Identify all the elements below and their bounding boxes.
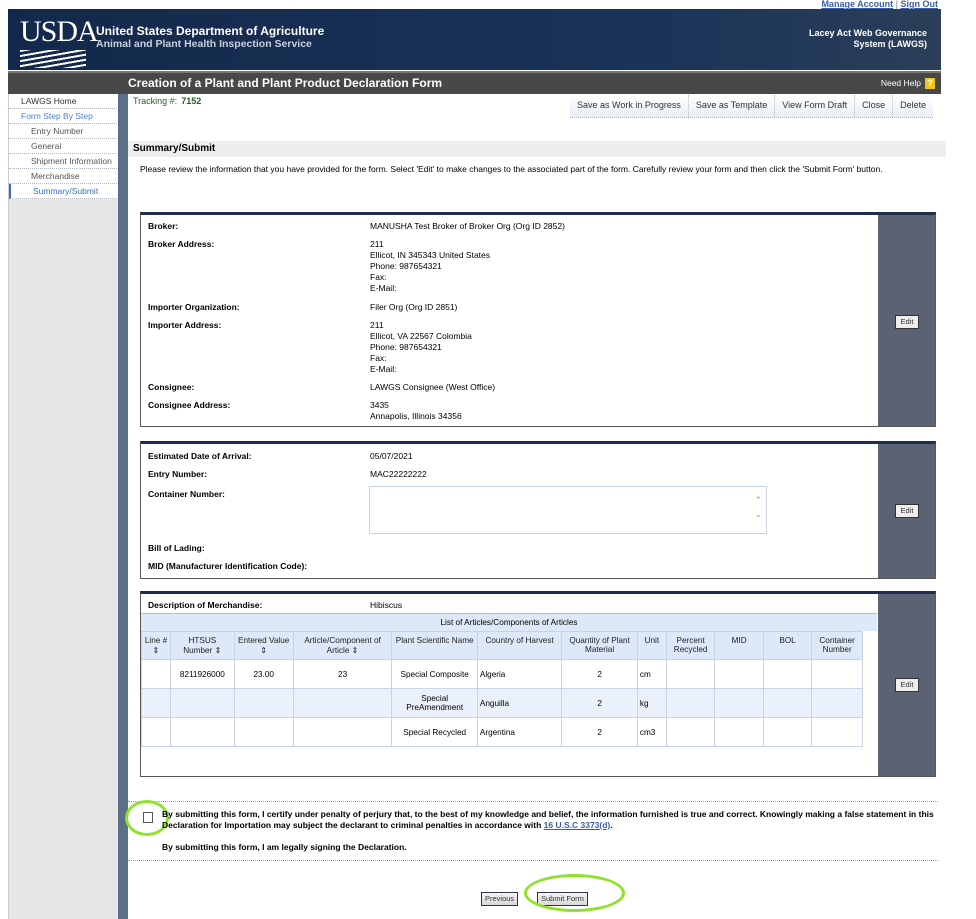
sidebar-item-entry-number[interactable]: Entry Number	[9, 124, 119, 139]
table-cell	[142, 689, 171, 718]
field-value: 3435 Annapolis, Illinois 34356	[370, 400, 462, 421]
tracking-value: 7152	[181, 96, 202, 106]
field-value: LAWGS Consignee (West Office)	[370, 382, 496, 392]
view-form-draft-button[interactable]: View Form Draft	[775, 95, 855, 117]
column-header[interactable]: Entered Value ⇕	[234, 632, 293, 660]
field-value: MANUSHA Test Broker of Broker Org (Org ID 2852)	[370, 221, 565, 231]
table-cell	[142, 718, 171, 747]
period: .	[610, 820, 613, 830]
usda-logo[interactable]	[20, 15, 98, 68]
field-label: Importer Address:	[148, 320, 222, 330]
column-header: MID	[715, 632, 763, 660]
table-cell	[812, 660, 863, 689]
table-cell	[763, 718, 812, 747]
field-label: Estimated Date of Arrival:	[148, 451, 252, 461]
table-cell	[715, 660, 763, 689]
parties-summary	[140, 212, 936, 427]
previous-button[interactable]: Previous	[481, 892, 518, 906]
table-cell	[293, 718, 392, 747]
edit-column	[878, 215, 935, 426]
table-cell	[763, 660, 812, 689]
description-value: Hibiscus	[370, 600, 403, 610]
table-cell	[812, 718, 863, 747]
tracking-label: Tracking #:	[133, 96, 178, 106]
column-header: Country of Harvest	[477, 632, 561, 660]
help-icon: ?	[925, 78, 935, 89]
logo-text: USDA	[20, 15, 98, 48]
table-cell	[170, 689, 234, 718]
sign-out-link[interactable]: Sign Out	[900, 0, 938, 9]
description-label: Description of Merchandise:	[148, 600, 263, 610]
column-header: Plant Scientific Name	[392, 632, 477, 660]
table-cell	[293, 689, 392, 718]
instructions: Please review the information that you have provided for the form. Select 'Edit' to make changes to the associated part of the form. Carefully review your form and then click the 'Submit Form' button.	[140, 164, 883, 174]
table-row	[142, 660, 863, 689]
sidebar-item-merchandise[interactable]: Merchandise	[9, 169, 119, 184]
container-number-textarea[interactable]	[369, 486, 767, 534]
sidebar-item-summary-submit[interactable]: Summary/Submit	[9, 184, 119, 199]
field-label: Broker Address:	[148, 239, 215, 249]
table-cell: Argentina	[477, 718, 561, 747]
title-bar	[8, 71, 941, 94]
top-links	[821, 0, 938, 9]
column-header: BOL	[763, 632, 812, 660]
table-cell	[666, 718, 715, 747]
table-cell: Special Composite	[392, 660, 477, 689]
table-cell	[666, 660, 715, 689]
table-cell	[715, 718, 763, 747]
save-work-in-progress-button[interactable]: Save as Work in Progress	[570, 95, 689, 117]
system-name	[767, 28, 927, 50]
field-label: MID (Manufacturer Identification Code):	[148, 561, 308, 571]
need-help-link[interactable]	[881, 78, 935, 89]
sidebar-item-general[interactable]: General	[9, 139, 119, 154]
field-label: Broker:	[148, 221, 179, 231]
column-header: Container Number	[812, 632, 863, 660]
save-as-template-button[interactable]: Save as Template	[689, 95, 775, 117]
table-cell	[142, 660, 171, 689]
table-cell: 8211926000	[170, 660, 234, 689]
table-cell	[666, 689, 715, 718]
manage-account-link[interactable]: Manage Account	[821, 0, 894, 9]
table-cell: Algeria	[477, 660, 561, 689]
field-label: Entry Number:	[148, 469, 208, 479]
certification-statement: By submitting this form, I certify under penalty of perjury that, to the best of my knowledge and belief, the information furnished is true and correct. Knowingly making a false statement in this Declaration for Importation may subject the declarant to criminal penalties in accordance with	[162, 809, 934, 830]
table-cell	[234, 689, 293, 718]
table-cell: Special PreAmendment	[392, 689, 477, 718]
tracking-number	[133, 96, 201, 106]
table-cell: Special Recycled	[392, 718, 477, 747]
articles-table-title: List of Articles/Components of Articles	[141, 613, 877, 631]
column-header: Quantity of Plant Material	[562, 632, 638, 660]
field-value: MAC22222222	[370, 469, 427, 479]
edit-parties-button[interactable]: Edit	[895, 315, 919, 329]
field-label: Importer Organization:	[148, 302, 240, 312]
field-value: 211 Ellicot, IN 345343 United States Phone: 987654321 Fax: E-Mail:	[370, 239, 491, 293]
edit-shipment-button[interactable]: Edit	[895, 504, 919, 518]
divider	[128, 801, 938, 802]
shipment-summary	[140, 441, 936, 579]
table-cell	[170, 718, 234, 747]
site-header	[8, 9, 941, 70]
need-help-label: Need Help	[880, 78, 921, 88]
close-button[interactable]: Close	[855, 95, 893, 117]
delete-button[interactable]: Delete	[900, 100, 927, 110]
system-name-line2: System (LAWGS)	[853, 39, 927, 49]
signing-statement: By submitting this form, I am legally signing the Declaration.	[162, 842, 407, 852]
table-row	[142, 718, 863, 747]
system-name-line1: Lacey Act Web Governance	[808, 28, 927, 38]
page-title: Creation of a Plant and Plant Product Declaration Form	[128, 76, 443, 90]
edit-merchandise-button[interactable]: Edit	[895, 678, 919, 692]
table-cell: 23.00	[234, 660, 293, 689]
sidebar-item-form-step-by-step[interactable]: Form Step By Step	[9, 109, 119, 124]
action-toolbar	[570, 95, 933, 118]
certification-text	[162, 809, 937, 831]
table-cell: kg	[637, 689, 666, 718]
sidebar-divider	[118, 94, 128, 919]
field-value: 211 Ellicot, VA 22567 Colombia Phone: 987654321 Fax: E-Mail:	[370, 320, 472, 374]
statute-link[interactable]: 16 U.S.C 3373(d)	[543, 820, 611, 830]
articles-table	[141, 631, 863, 747]
table-cell: Anguilla	[477, 689, 561, 718]
sidebar-item-shipment-information[interactable]: Shipment Information	[9, 154, 119, 169]
table-row	[142, 689, 863, 718]
table-cell: 2	[562, 689, 638, 718]
column-header[interactable]: Line # ⇕	[142, 632, 171, 660]
column-header: Unit	[637, 632, 666, 660]
divider	[128, 860, 938, 861]
table-cell	[234, 718, 293, 747]
column-header[interactable]: Article/Component of Article ⇕	[293, 632, 392, 660]
column-header: Percent Recycled	[666, 632, 715, 660]
table-cell: cm	[637, 660, 666, 689]
table-cell: 2	[562, 718, 638, 747]
table-cell: 23	[293, 660, 392, 689]
sub-agency-name: Animal and Plant Health Inspection Service	[96, 38, 312, 50]
scroll-arrows-icon[interactable]: ⌃ ⌄	[754, 495, 762, 519]
articles-table-wrap	[141, 613, 877, 747]
highlight-ring	[524, 874, 625, 912]
agency-name: United States Department of Agriculture	[96, 24, 325, 38]
table-cell	[812, 689, 863, 718]
field-label: Container Number:	[148, 489, 225, 499]
table-cell	[763, 689, 812, 718]
merchandise-summary	[140, 591, 936, 777]
table-cell	[715, 689, 763, 718]
section-heading: Summary/Submit	[128, 141, 946, 157]
separator: |	[895, 0, 898, 9]
sidebar-item-lawgs-home[interactable]: LAWGS Home	[9, 94, 119, 109]
field-value: Filer Org (Org ID 2851)	[370, 302, 458, 312]
table-cell: cm3	[637, 718, 666, 747]
sidebar	[8, 94, 119, 919]
edit-column	[878, 594, 935, 776]
edit-column	[878, 444, 935, 578]
field-label: Consignee Address:	[148, 400, 231, 410]
column-header[interactable]: HTSUS Number ⇕	[170, 632, 234, 660]
table-cell: 2	[562, 660, 638, 689]
field-label: Bill of Lading:	[148, 543, 205, 553]
submit-form-button[interactable]: Submit Form	[537, 892, 588, 906]
field-value: 05/07/2021	[370, 451, 413, 461]
field-label: Consignee:	[148, 382, 195, 392]
